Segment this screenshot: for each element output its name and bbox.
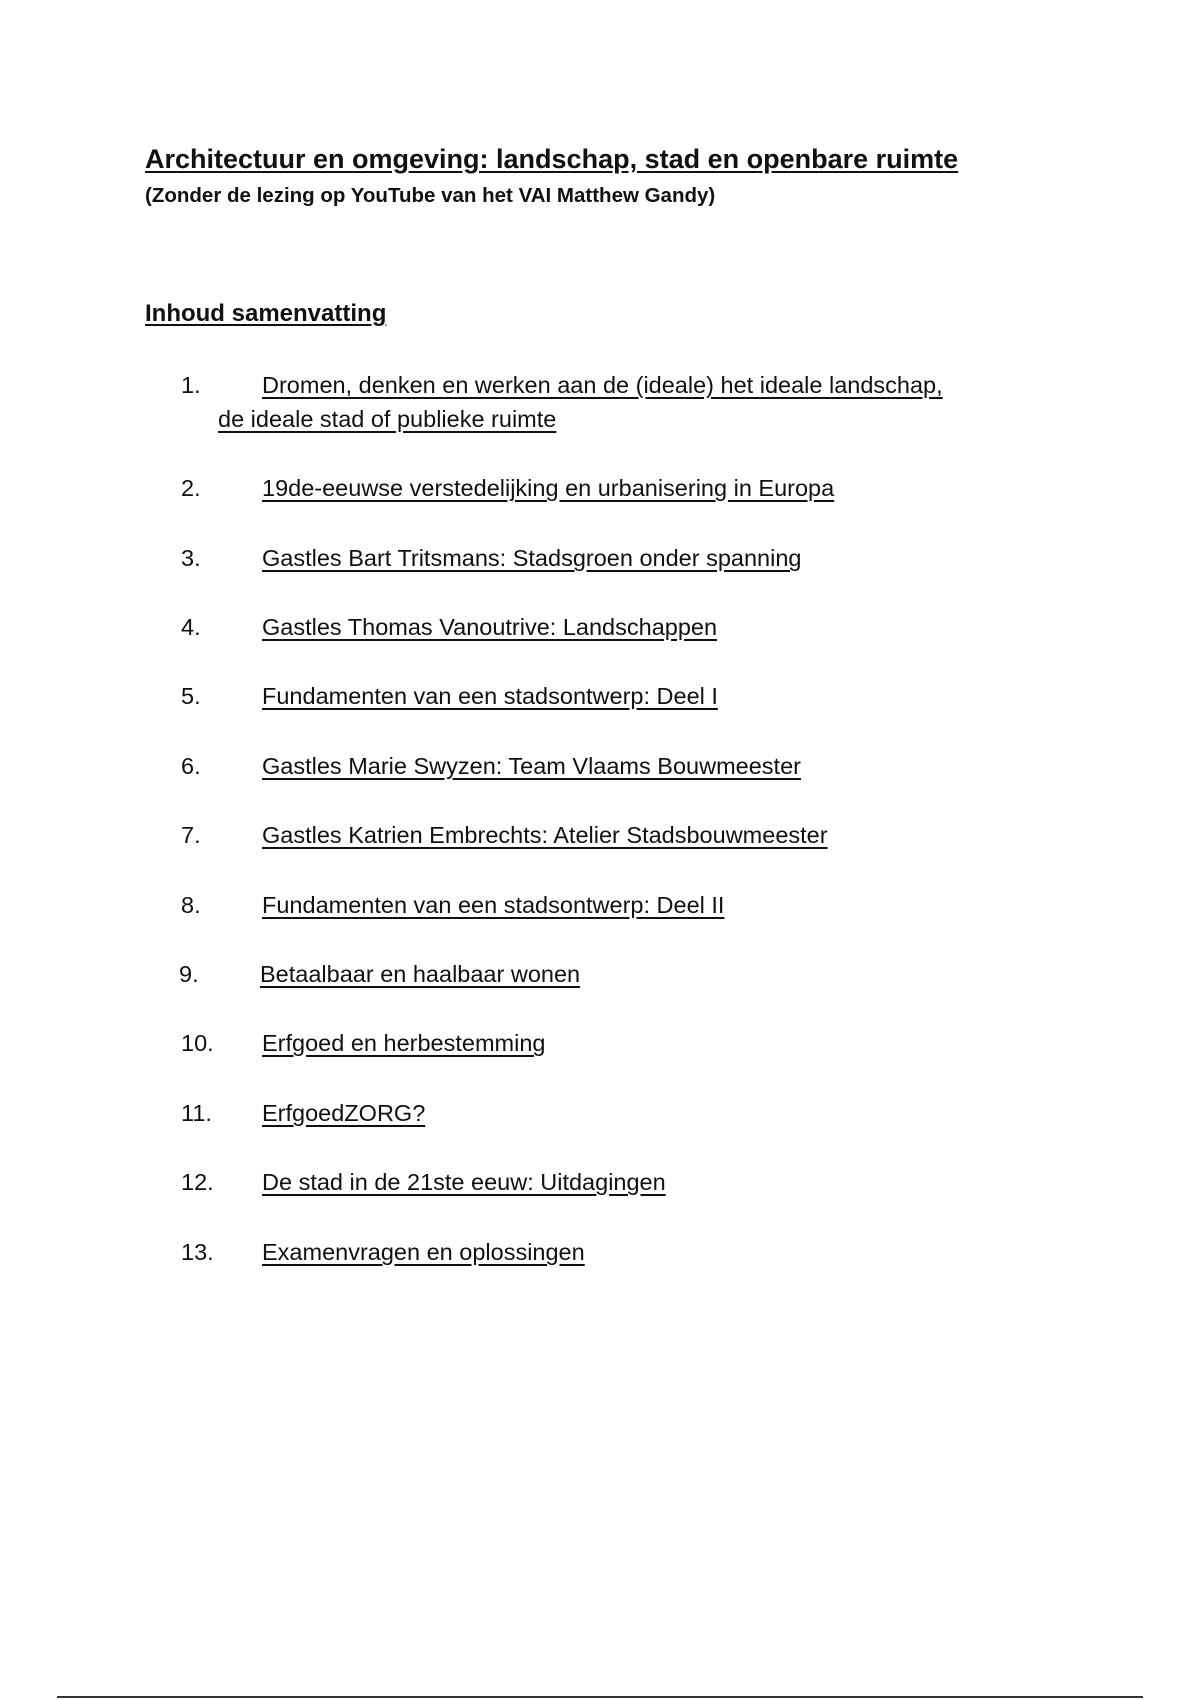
toc-item-number: 11. <box>181 1100 212 1126</box>
toc-item-number: 12. <box>181 1169 214 1195</box>
toc-item-link[interactable]: Erfgoed en herbestemming <box>262 1030 546 1056</box>
toc-item-number: 1. <box>181 372 201 398</box>
toc-item-number: 4. <box>181 614 201 640</box>
toc-item-number: 7. <box>181 822 201 848</box>
toc-item-number: 9. <box>179 961 199 987</box>
document-title: Architectuur en omgeving: landschap, stad en openbare ruimte <box>145 144 959 174</box>
toc-item-link[interactable]: Fundamenten van een stadsontwerp: Deel II <box>262 892 725 918</box>
toc-item-number: 10. <box>181 1030 214 1056</box>
toc-item-link[interactable]: De stad in de 21ste eeuw: Uitdagingen <box>262 1169 666 1195</box>
toc-item-number: 8. <box>181 892 201 918</box>
toc-item-number: 6. <box>181 753 201 779</box>
toc-item-link[interactable]: Dromen, denken en werken aan de (ideale) het ideale landschap, <box>262 372 943 398</box>
toc-item-link[interactable]: Gastles Marie Swyzen: Team Vlaams Bouwmeester <box>262 753 801 779</box>
toc-item-link[interactable]: Betaalbaar en haalbaar wonen <box>260 961 581 987</box>
toc-item-link[interactable]: Gastles Bart Tritsmans: Stadsgroen onder spanning <box>262 545 802 571</box>
toc-item-link[interactable]: Fundamenten van een stadsontwerp: Deel I <box>262 683 718 709</box>
toc-item-number: 13. <box>181 1239 214 1265</box>
document-subtitle: (Zonder de lezing op YouTube van het VAI Matthew Gandy) <box>145 184 716 207</box>
toc-item-link[interactable]: 19de-eeuwse verstedelijking en urbanisering in Europa <box>262 475 835 501</box>
toc-heading: Inhoud samenvatting <box>145 300 387 327</box>
toc-item-link[interactable]: Gastles Thomas Vanoutrive: Landschappen <box>262 614 718 640</box>
toc-item-number: 5. <box>181 683 201 709</box>
toc-item-link[interactable]: Examenvragen en oplossingen <box>262 1239 585 1265</box>
toc-item-number: 2. <box>181 475 201 501</box>
toc-item-link[interactable]: ErfgoedZORG? <box>262 1100 426 1126</box>
toc-item-link[interactable]: Gastles Katrien Embrechts: Atelier Stadsbouwmeester <box>262 822 828 848</box>
toc-item-number: 3. <box>181 545 201 571</box>
footer-divider <box>57 1696 1143 1698</box>
toc-item-link-continuation[interactable]: de ideale stad of publieke ruimte <box>218 406 557 432</box>
